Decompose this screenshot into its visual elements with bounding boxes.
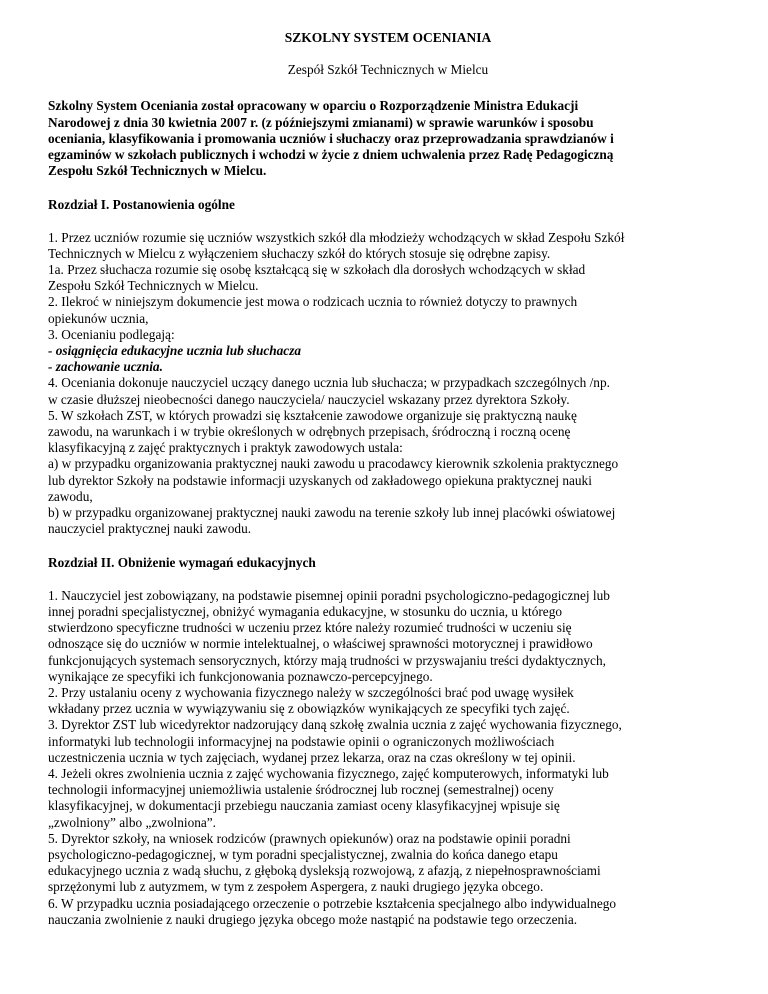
text-line: Zespołu Szkół Technicznych w Mielcu. xyxy=(48,278,259,294)
intro-line: Narodowej z dnia 30 kwietnia 2007 r. (z późniejszymi zmianami) w sprawie warunków i sposobu xyxy=(48,114,594,130)
text-line: innej poradni specjalistycznej, obniżyć wymagania edukacyjne, w stosunku do ucznia, u którego xyxy=(48,603,562,619)
intro-line: oceniania, klasyfikowania i promowania uczniów i słuchaczy oraz przeprowadzania sprawdzianów i xyxy=(48,130,614,146)
document-page xyxy=(48,30,728,928)
intro-line: Szkolny System Oceniania został opracowany w oparciu o Rozporządzenie Ministra Edukacji xyxy=(48,98,579,114)
text-line: wkładany przez ucznia w wywiązywaniu się z obowiązków wynikających ze specyfiki tych zajęć. xyxy=(48,701,570,717)
text-line: informatyki lub technologii informacyjnej na podstawie opinii o ograniczonych możliwościach xyxy=(48,733,555,749)
text-line: zawodu, xyxy=(48,488,93,504)
chapter-1-body xyxy=(48,230,728,538)
text-line: 1a. Przez słuchacza rozumie się osobę kształcącą się w szkołach dla dorosłych wchodzących w skład xyxy=(48,262,586,278)
text-line: 2. Przy ustalaniu oceny z wychowania fizycznego należy w szczególności brać pod uwagę wysiłek xyxy=(48,684,574,700)
text-line: 2. Ilekroć w niniejszym dokumencie jest mowa o rodzicach ucznia to również dotyczy to prawnych xyxy=(48,294,578,310)
text-line: 5. W szkołach ZST, w których prowadzi się kształcenie zawodowe organizuje się praktyczną naukę xyxy=(48,407,577,423)
text-line: 1. Nauczyciel jest zobowiązany, na podstawie pisemnej opinii poradni psychologiczno-pedagogicznej lub xyxy=(48,587,610,603)
intro-line: Zespołu Szkół Technicznych w Mielcu. xyxy=(48,163,267,179)
text-line: b) w przypadku organizowanej praktycznej nauki zawodu na terenie szkoły lub innej placówki oświatowej xyxy=(48,505,616,521)
document-subtitle: Zespół Szkół Technicznych w Mielcu xyxy=(287,62,489,78)
text-line: nauczania zwolnienie z nauki drugiego języka obcego może nastąpić na podstawie tego orzeczenia. xyxy=(48,911,578,927)
chapter-1-heading: Rozdział I. Postanowienia ogólne xyxy=(48,197,235,213)
text-line: stwierdzono specyficzne trudności w uczeniu przez które należy rozumieć trudności w uczeniu się xyxy=(48,620,572,636)
text-line: 4. Jeżeli okres zwolnienia ucznia z zajęć wychowania fizycznego, zajęć komputerowych, informatyki lub xyxy=(48,765,609,781)
text-line: 3. Ocenianiu podlegają: xyxy=(48,326,175,342)
text-line: uczestniczenia ucznia w tych zajęciach, wydanej przez lekarza, oraz na czas określony w tej opinii. xyxy=(48,749,576,765)
text-line: klasyfikacyjnej, w dokumentacji przebiegu nauczania zamiast oceny klasyfikacyjnej wpisuje się xyxy=(48,798,560,814)
text-line: 1. Przez uczniów rozumie się uczniów wszystkich szkół dla młodzieży wchodzących w skład Zespołu Szkół xyxy=(48,229,625,245)
text-line: 3. Dyrektor ZST lub wicedyrektor nadzorujący daną szkołę zwalnia ucznia z zajęć wychowania fizycznego, xyxy=(48,717,622,733)
text-line: a) w przypadku organizowania praktycznej nauki zawodu u pracodawcy kierownik szkolenia praktycznego xyxy=(48,456,619,472)
text-line: Technicznych w Mielcu z wyłączeniem słuchaczy szkół do których stosuje się odrębne zapisy. xyxy=(48,245,551,261)
document-title: SZKOLNY SYSTEM OCENIANIA xyxy=(284,30,492,45)
text-line: w czasie dłuższej nieobecności danego nauczyciela/ nauczyciel wskazany przez dyrektora Szkoły. xyxy=(48,391,570,407)
text-line: odnoszące się do uczniów w normie intelektualnej, o właściwej sprawności motorycznej i prawidłowo xyxy=(48,636,593,652)
text-line: 4. Oceniania dokonuje nauczyciel uczący danego ucznia lub słuchacza; w przypadkach szczególnych /np. xyxy=(48,375,610,391)
chapter-2-body xyxy=(48,588,728,928)
text-line: wynikające ze specyfiki ich funkcjonowania poznawczo-percepcyjnego. xyxy=(48,668,433,684)
text-line: technologii informacyjnej uniemożliwia ustalenie śródrocznej lub rocznej (semestralnej) oceny xyxy=(48,782,554,798)
text-line: „zwolniony” albo „zwolniona”. xyxy=(48,814,216,830)
text-line: funkcjonujących systemach sensorycznych, którzy mają trudności w przyswajaniu treści dydaktycznych, xyxy=(48,652,606,668)
text-line: 5. Dyrektor szkoły, na wniosek rodziców (prawnych opiekunów) oraz na podstawie opinii poradni xyxy=(48,830,571,846)
chapter-2-heading: Rozdział II. Obniżenie wymagań edukacyjnych xyxy=(48,555,316,571)
intro-line: egzaminów w szkołach publicznych i wchodzi w życie z dniem uchwalenia przez Radę Pedagogiczną xyxy=(48,147,614,163)
text-line: zawodu, na warunkach i w trybie określonych w odrębnych przepisach, śródroczną i roczną ocenę xyxy=(48,424,571,440)
text-line: edukacyjnego ucznia z wadą słuchu, z głęboką dysleksją rozwojową, z afazją, z niepełnosprawnościami xyxy=(48,863,601,879)
text-line: sprzężonymi lub z autyzmem, w tym z zespołem Aspergera, z nauki drugiego języka obcego. xyxy=(48,879,544,895)
text-line: opiekunów ucznia, xyxy=(48,310,149,326)
intro-paragraph xyxy=(48,98,728,179)
text-line: lub dyrektor Szkoły na podstawie informacji uzyskanych od zakładowego opiekuna praktycznej nauki xyxy=(48,472,592,488)
text-line: nauczyciel praktycznej nauki zawodu. xyxy=(48,521,252,537)
text-line: 6. W przypadku ucznia posiadającego orzeczenie o potrzebie kształcenia specjalnego albo indywidualnego xyxy=(48,895,617,911)
emphasized-line: - osiągnięcia edukacyjne ucznia lub słuchacza xyxy=(48,343,302,359)
emphasized-line: - zachowanie ucznia. xyxy=(48,359,163,375)
text-line: klasyfikacyjną z zajęć praktycznych i praktyk zawodowych ustala: xyxy=(48,440,403,456)
text-line: psychologiczno-pedagogicznej, w tym poradni specjalistycznej, zwalnia do końca danego etapu xyxy=(48,846,558,862)
